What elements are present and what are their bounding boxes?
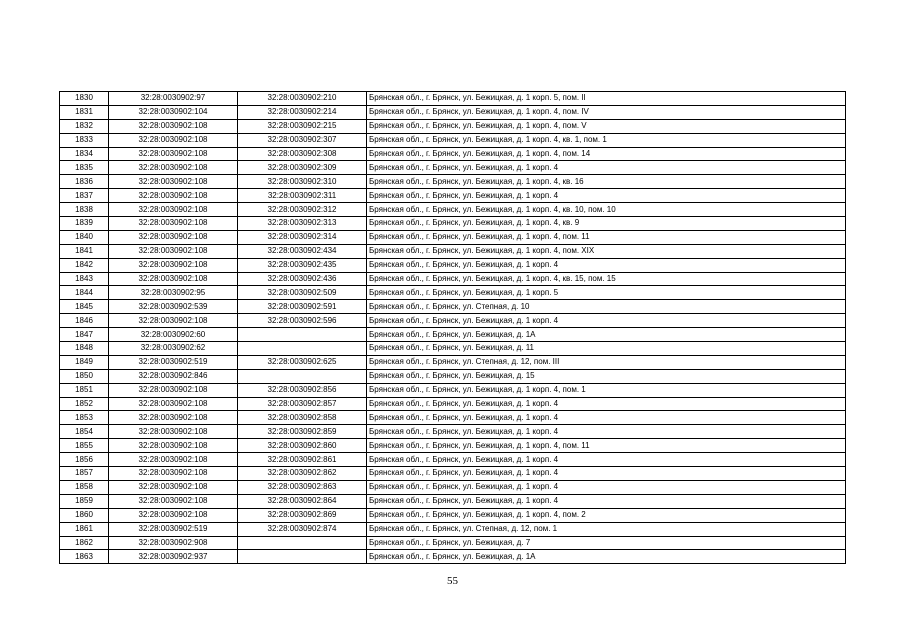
row-number-cell: 1834 xyxy=(60,147,109,161)
row-number-cell: 1851 xyxy=(60,383,109,397)
address-cell: Брянская обл., г. Брянск, ул. Бежицкая, д. 1 корп. 4 xyxy=(367,161,846,175)
address-cell: Брянская обл., г. Брянск, ул. Бежицкая, д. 1 корп. 4 xyxy=(367,189,846,203)
table-row xyxy=(60,244,846,258)
address-cell: Брянская обл., г. Брянск, ул. Бежицкая, д. 1 корп. 4, пом. 2 xyxy=(367,508,846,522)
table-row xyxy=(60,119,846,133)
row-number-cell: 1857 xyxy=(60,467,109,481)
address-cell: Брянская обл., г. Брянск, ул. Бежицкая, д. 11 xyxy=(367,342,846,356)
related-cadastral-number-cell: 32:28:0030902:314 xyxy=(238,230,367,244)
table-row xyxy=(60,92,846,106)
table-row xyxy=(60,508,846,522)
table-row xyxy=(60,272,846,286)
related-cadastral-number-cell: 32:28:0030902:859 xyxy=(238,425,367,439)
cadastral-number-cell: 32:28:0030902:908 xyxy=(109,536,238,550)
related-cadastral-number-cell: 32:28:0030902:862 xyxy=(238,467,367,481)
page-number: 55 xyxy=(447,575,458,587)
cadastral-number-cell: 32:28:0030902:97 xyxy=(109,92,238,106)
related-cadastral-number-cell: 32:28:0030902:435 xyxy=(238,258,367,272)
registry-table xyxy=(59,91,846,564)
cadastral-number-cell: 32:28:0030902:108 xyxy=(109,244,238,258)
related-cadastral-number-cell: 32:28:0030902:596 xyxy=(238,314,367,328)
row-number-cell: 1847 xyxy=(60,328,109,342)
row-number-cell: 1839 xyxy=(60,217,109,231)
related-cadastral-number-cell: 32:28:0030902:312 xyxy=(238,203,367,217)
table-row xyxy=(60,258,846,272)
address-cell: Брянская обл., г. Брянск, ул. Бежицкая, д. 1 корп. 4 xyxy=(367,480,846,494)
related-cadastral-number-cell: 32:28:0030902:215 xyxy=(238,119,367,133)
cadastral-number-cell: 32:28:0030902:108 xyxy=(109,258,238,272)
related-cadastral-number-cell: 32:28:0030902:591 xyxy=(238,300,367,314)
table-row xyxy=(60,175,846,189)
table-row xyxy=(60,286,846,300)
row-number-cell: 1849 xyxy=(60,355,109,369)
related-cadastral-number-cell: 32:28:0030902:214 xyxy=(238,105,367,119)
row-number-cell: 1833 xyxy=(60,133,109,147)
row-number-cell: 1852 xyxy=(60,397,109,411)
table-row xyxy=(60,480,846,494)
address-cell: Брянская обл., г. Брянск, ул. Бежицкая, д. 1 корп. 4, пом. XIX xyxy=(367,244,846,258)
address-cell: Брянская обл., г. Брянск, ул. Бежицкая, д. 1 корп. 4, пом. 1 xyxy=(367,383,846,397)
row-number-cell: 1841 xyxy=(60,244,109,258)
related-cadastral-number-cell xyxy=(238,328,367,342)
address-cell: Брянская обл., г. Брянск, ул. Бежицкая, д. 1 корп. 4, кв. 9 xyxy=(367,217,846,231)
related-cadastral-number-cell: 32:28:0030902:861 xyxy=(238,453,367,467)
address-cell: Брянская обл., г. Брянск, ул. Бежицкая, д. 1 корп. 4 xyxy=(367,494,846,508)
table-row xyxy=(60,467,846,481)
cadastral-number-cell: 32:28:0030902:108 xyxy=(109,147,238,161)
related-cadastral-number-cell: 32:28:0030902:434 xyxy=(238,244,367,258)
related-cadastral-number-cell: 32:28:0030902:313 xyxy=(238,217,367,231)
related-cadastral-number-cell: 32:28:0030902:860 xyxy=(238,439,367,453)
cadastral-number-cell: 32:28:0030902:108 xyxy=(109,314,238,328)
cadastral-number-cell: 32:28:0030902:108 xyxy=(109,425,238,439)
cadastral-number-cell: 32:28:0030902:108 xyxy=(109,175,238,189)
cadastral-number-cell: 32:28:0030902:108 xyxy=(109,203,238,217)
table-row xyxy=(60,147,846,161)
address-cell: Брянская обл., г. Брянск, ул. Бежицкая, д. 15 xyxy=(367,369,846,383)
related-cadastral-number-cell: 32:28:0030902:210 xyxy=(238,92,367,106)
related-cadastral-number-cell: 32:28:0030902:858 xyxy=(238,411,367,425)
address-cell: Брянская обл., г. Брянск, ул. Степная, д. 10 xyxy=(367,300,846,314)
table-row xyxy=(60,397,846,411)
row-number-cell: 1853 xyxy=(60,411,109,425)
table-row xyxy=(60,439,846,453)
row-number-cell: 1858 xyxy=(60,480,109,494)
registry-table-body xyxy=(60,92,846,564)
table-row xyxy=(60,342,846,356)
cadastral-number-cell: 32:28:0030902:104 xyxy=(109,105,238,119)
address-cell: Брянская обл., г. Брянск, ул. Бежицкая, д. 1 корп. 4 xyxy=(367,411,846,425)
table-row xyxy=(60,189,846,203)
cadastral-number-cell: 32:28:0030902:108 xyxy=(109,119,238,133)
row-number-cell: 1856 xyxy=(60,453,109,467)
related-cadastral-number-cell: 32:28:0030902:308 xyxy=(238,147,367,161)
table-row xyxy=(60,328,846,342)
row-number-cell: 1843 xyxy=(60,272,109,286)
related-cadastral-number-cell: 32:28:0030902:625 xyxy=(238,355,367,369)
cadastral-number-cell: 32:28:0030902:539 xyxy=(109,300,238,314)
address-cell: Брянская обл., г. Брянск, ул. Бежицкая, д. 1 корп. 4 xyxy=(367,397,846,411)
cadastral-number-cell: 32:28:0030902:108 xyxy=(109,453,238,467)
table-row xyxy=(60,355,846,369)
row-number-cell: 1861 xyxy=(60,522,109,536)
table-row xyxy=(60,522,846,536)
row-number-cell: 1837 xyxy=(60,189,109,203)
cadastral-number-cell: 32:28:0030902:108 xyxy=(109,272,238,286)
cadastral-number-cell: 32:28:0030902:108 xyxy=(109,161,238,175)
address-cell: Брянская обл., г. Брянск, ул. Бежицкая, д. 1 корп. 5, пом. II xyxy=(367,92,846,106)
address-cell: Брянская обл., г. Брянск, ул. Бежицкая, д. 1 корп. 4 xyxy=(367,258,846,272)
address-cell: Брянская обл., г. Брянск, ул. Бежицкая, д. 1 корп. 4, кв. 1, пом. 1 xyxy=(367,133,846,147)
cadastral-number-cell: 32:28:0030902:60 xyxy=(109,328,238,342)
address-cell: Брянская обл., г. Брянск, ул. Бежицкая, д. 7 xyxy=(367,536,846,550)
related-cadastral-number-cell: 32:28:0030902:869 xyxy=(238,508,367,522)
related-cadastral-number-cell: 32:28:0030902:864 xyxy=(238,494,367,508)
table-row xyxy=(60,314,846,328)
table-row xyxy=(60,300,846,314)
address-cell: Брянская обл., г. Брянск, ул. Бежицкая, д. 1 корп. 5 xyxy=(367,286,846,300)
related-cadastral-number-cell: 32:28:0030902:307 xyxy=(238,133,367,147)
table-row xyxy=(60,550,846,564)
table-row xyxy=(60,425,846,439)
cadastral-number-cell: 32:28:0030902:846 xyxy=(109,369,238,383)
cadastral-number-cell: 32:28:0030902:108 xyxy=(109,494,238,508)
row-number-cell: 1844 xyxy=(60,286,109,300)
table-row xyxy=(60,133,846,147)
address-cell: Брянская обл., г. Брянск, ул. Бежицкая, д. 1 корп. 4, пом. 14 xyxy=(367,147,846,161)
address-cell: Брянская обл., г. Брянск, ул. Бежицкая, д. 1 корп. 4, кв. 15, пом. 15 xyxy=(367,272,846,286)
table-row xyxy=(60,230,846,244)
address-cell: Брянская обл., г. Брянск, ул. Бежицкая, д. 1 корп. 4, пом. IV xyxy=(367,105,846,119)
row-number-cell: 1846 xyxy=(60,314,109,328)
table-row xyxy=(60,453,846,467)
address-cell: Брянская обл., г. Брянск, ул. Бежицкая, д. 1 корп. 4, кв. 16 xyxy=(367,175,846,189)
address-cell: Брянская обл., г. Брянск, ул. Бежицкая, д. 1 корп. 4, пом. V xyxy=(367,119,846,133)
related-cadastral-number-cell: 32:28:0030902:311 xyxy=(238,189,367,203)
address-cell: Брянская обл., г. Брянск, ул. Бежицкая, д. 1 корп. 4, пом. 11 xyxy=(367,230,846,244)
row-number-cell: 1859 xyxy=(60,494,109,508)
address-cell: Брянская обл., г. Брянск, ул. Бежицкая, д. 1 корп. 4 xyxy=(367,467,846,481)
cadastral-number-cell: 32:28:0030902:937 xyxy=(109,550,238,564)
address-cell: Брянская обл., г. Брянск, ул. Бежицкая, д. 1 корп. 4 xyxy=(367,425,846,439)
table-row xyxy=(60,203,846,217)
address-cell: Брянская обл., г. Брянск, ул. Бежицкая, д. 1 корп. 4 xyxy=(367,314,846,328)
cadastral-number-cell: 32:28:0030902:108 xyxy=(109,397,238,411)
row-number-cell: 1862 xyxy=(60,536,109,550)
cadastral-number-cell: 32:28:0030902:108 xyxy=(109,508,238,522)
row-number-cell: 1840 xyxy=(60,230,109,244)
address-cell: Брянская обл., г. Брянск, ул. Бежицкая, д. 1А xyxy=(367,550,846,564)
address-cell: Брянская обл., г. Брянск, ул. Бежицкая, д. 1 корп. 4, пом. 11 xyxy=(367,439,846,453)
row-number-cell: 1830 xyxy=(60,92,109,106)
row-number-cell: 1860 xyxy=(60,508,109,522)
cadastral-number-cell: 32:28:0030902:108 xyxy=(109,439,238,453)
related-cadastral-number-cell xyxy=(238,536,367,550)
address-cell: Брянская обл., г. Брянск, ул. Бежицкая, д. 1 корп. 4 xyxy=(367,453,846,467)
row-number-cell: 1838 xyxy=(60,203,109,217)
table-row xyxy=(60,105,846,119)
address-cell: Брянская обл., г. Брянск, ул. Степная, д. 12, пом. 1 xyxy=(367,522,846,536)
row-number-cell: 1831 xyxy=(60,105,109,119)
row-number-cell: 1832 xyxy=(60,119,109,133)
related-cadastral-number-cell: 32:28:0030902:857 xyxy=(238,397,367,411)
related-cadastral-number-cell: 32:28:0030902:874 xyxy=(238,522,367,536)
table-row xyxy=(60,494,846,508)
related-cadastral-number-cell xyxy=(238,369,367,383)
row-number-cell: 1848 xyxy=(60,342,109,356)
row-number-cell: 1836 xyxy=(60,175,109,189)
cadastral-number-cell: 32:28:0030902:108 xyxy=(109,217,238,231)
table-row xyxy=(60,217,846,231)
related-cadastral-number-cell: 32:28:0030902:856 xyxy=(238,383,367,397)
cadastral-number-cell: 32:28:0030902:62 xyxy=(109,342,238,356)
row-number-cell: 1835 xyxy=(60,161,109,175)
cadastral-number-cell: 32:28:0030902:108 xyxy=(109,133,238,147)
cadastral-number-cell: 32:28:0030902:108 xyxy=(109,467,238,481)
table-row xyxy=(60,536,846,550)
row-number-cell: 1850 xyxy=(60,369,109,383)
cadastral-number-cell: 32:28:0030902:108 xyxy=(109,480,238,494)
address-cell: Брянская обл., г. Брянск, ул. Бежицкая, д. 1 корп. 4, кв. 10, пом. 10 xyxy=(367,203,846,217)
cadastral-number-cell: 32:28:0030902:519 xyxy=(109,522,238,536)
related-cadastral-number-cell: 32:28:0030902:310 xyxy=(238,175,367,189)
related-cadastral-number-cell xyxy=(238,550,367,564)
row-number-cell: 1845 xyxy=(60,300,109,314)
table-row xyxy=(60,161,846,175)
row-number-cell: 1855 xyxy=(60,439,109,453)
row-number-cell: 1854 xyxy=(60,425,109,439)
cadastral-number-cell: 32:28:0030902:108 xyxy=(109,189,238,203)
related-cadastral-number-cell: 32:28:0030902:309 xyxy=(238,161,367,175)
related-cadastral-number-cell: 32:28:0030902:863 xyxy=(238,480,367,494)
related-cadastral-number-cell xyxy=(238,342,367,356)
address-cell: Брянская обл., г. Брянск, ул. Степная, д. 12, пом. III xyxy=(367,355,846,369)
cadastral-number-cell: 32:28:0030902:108 xyxy=(109,230,238,244)
related-cadastral-number-cell: 32:28:0030902:509 xyxy=(238,286,367,300)
related-cadastral-number-cell: 32:28:0030902:436 xyxy=(238,272,367,286)
row-number-cell: 1863 xyxy=(60,550,109,564)
row-number-cell: 1842 xyxy=(60,258,109,272)
cadastral-number-cell: 32:28:0030902:108 xyxy=(109,411,238,425)
cadastral-number-cell: 32:28:0030902:108 xyxy=(109,383,238,397)
table-row xyxy=(60,369,846,383)
address-cell: Брянская обл., г. Брянск, ул. Бежицкая, д. 1А xyxy=(367,328,846,342)
cadastral-number-cell: 32:28:0030902:519 xyxy=(109,355,238,369)
table-row xyxy=(60,411,846,425)
table-row xyxy=(60,383,846,397)
cadastral-number-cell: 32:28:0030902:95 xyxy=(109,286,238,300)
